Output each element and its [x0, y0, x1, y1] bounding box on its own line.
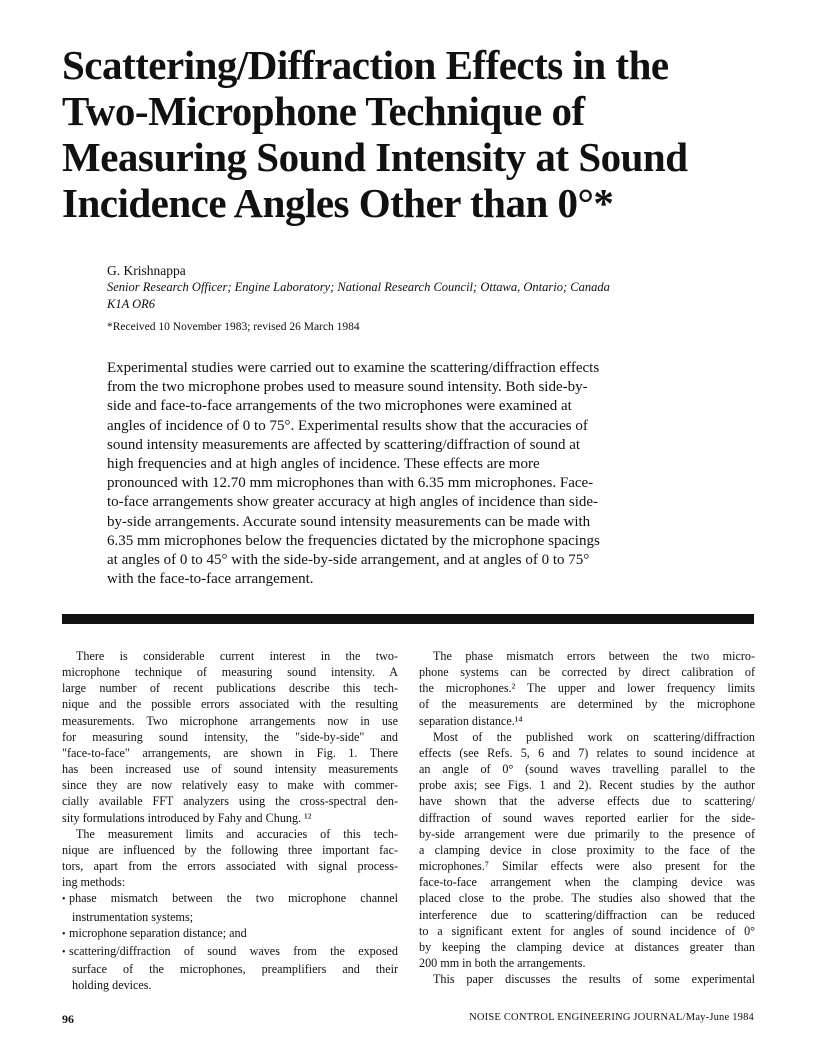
body-line: microphone technique of measuring sound intensity. A: [62, 665, 398, 680]
body-line: 200 mm in both the arrangements.: [419, 955, 586, 970]
body-line: for measuring sound intensity, the "side-by-side" and: [62, 729, 398, 744]
abstract-line: sound intensity measurements are affected by scattering/diffraction of sound at: [107, 436, 581, 453]
body-line: an angle of 0° (sound waves travelling parallel to the: [419, 762, 755, 777]
body-line: nique and the possible errors associated with the resulting: [62, 697, 398, 712]
body-line: to a significant extent for angles of sound incidence of 0°: [419, 923, 755, 938]
body-line: cially available FFT analyzers using the cross-spectral den-: [62, 794, 398, 809]
body-line: nique are influenced by the following three important fac-: [62, 842, 398, 857]
abstract-line: side and face-to-face arrangements of the two microphones were examined at: [107, 398, 572, 415]
abstract-line: by-side arrangements. Accurate sound intensity measurements can be made with: [107, 513, 591, 530]
body-line: The measurement limits and accuracies of this tech-: [76, 826, 398, 841]
body-line: diffraction of sound waves reported earlier for the side-: [419, 810, 755, 825]
abstract-line: 6.35 mm microphones below the frequencies dictated by the microphone spacings: [107, 532, 600, 549]
abstract-line: pronounced with 12.70 mm microphones than with 6.35 mm microphones. Face-: [107, 475, 594, 492]
body-line: large number of recent publications describe this tech-: [62, 681, 398, 696]
bullet-icon: •: [62, 946, 66, 958]
title-line: Incidence Angles Other than 0°*: [62, 180, 614, 226]
author-name: G. Krishnappa: [107, 263, 186, 278]
bullet-continuation: holding devices.: [72, 978, 152, 993]
body-line: of the measurements are determined by the microphone: [419, 697, 755, 712]
bullet-icon: •: [62, 928, 66, 940]
body-line: This paper discusses the results of some experimental: [433, 972, 755, 987]
body-line: face-to-face arrangement when the clamping device was: [419, 875, 755, 890]
bullet-text: microphone separation distance; and: [69, 925, 247, 940]
bullet-continuation: surface of the microphones, preamplifiers and their: [72, 961, 398, 976]
body-line: sity formulations introduced by Fahy and Chung. ¹²: [62, 810, 312, 825]
title-line: Two-Microphone Technique of: [62, 88, 585, 134]
body-line: by-side arrangement were due primarily to the presence of: [419, 826, 755, 841]
body-line: effects (see Refs. 5, 6 and 7) relates to sound incidence at: [419, 745, 755, 760]
section-divider-rule: [62, 614, 754, 624]
abstract-line: from the two microphone probes used to measure sound intensity. Both side-by-: [107, 379, 588, 396]
body-line: "face-to-face" arrangements, are shown in Fig. 1. There: [62, 745, 398, 760]
title-line: Scattering/Diffraction Effects in the: [62, 42, 669, 88]
body-line: tors, apart from the errors associated with signal process-: [62, 859, 398, 874]
body-line: has been increased use of sound intensity measurements: [62, 762, 398, 777]
affiliation-line: Senior Research Officer; Engine Laboratory; National Research Council; Ottawa, Ontario; Canada: [107, 280, 610, 294]
abstract-line: Experimental studies were carried out to examine the scattering/diffraction effects: [107, 360, 600, 376]
author-block: [107, 262, 707, 335]
body-line: measurements. Two microphone arrangements now in use: [62, 713, 398, 728]
body-line: Most of the published work on scattering/diffraction: [433, 729, 755, 744]
abstract: [107, 359, 663, 589]
abstract-line: at angles of 0 to 45° with the side-by-side arrangement, and at angles of 0 to 75°: [107, 552, 590, 569]
bullet-item: [62, 943, 398, 961]
body-line: a clamping device in close proximity to the face of the: [419, 842, 755, 857]
body-line: probe axis; see Figs. 1 and 2). Recent studies by the author: [419, 778, 755, 793]
body-line: separation distance.¹⁴: [419, 713, 523, 728]
affiliation-line: K1A OR6: [107, 297, 156, 311]
bullet-icon: •: [62, 894, 66, 906]
body-line: interference due to scattering/diffraction can be reduced: [419, 907, 755, 922]
body-line: microphones.⁷ Similar effects were also present for the: [419, 859, 755, 874]
bullet-text: scattering/diffraction of sound waves from the exposed: [69, 943, 398, 958]
received-note: *Received 10 November 1983; revised 26 March 1984: [107, 321, 360, 333]
body-line: placed close to the probe. The studies also showed that the: [419, 891, 755, 906]
title-line: Measuring Sound Intensity at Sound: [62, 134, 688, 180]
body-line: by keeping the clamping device at distances greater than: [419, 939, 755, 954]
body-column-left: [62, 648, 398, 993]
body-line: There is considerable current interest in the two-: [76, 649, 398, 663]
journal-footer: NOISE CONTROL ENGINEERING JOURNAL/May-June 1984: [469, 1012, 754, 1023]
abstract-line: angles of incidence of 0 to 75°. Experimental results show that the accuracies of: [107, 417, 588, 434]
body-line: The phase mismatch errors between the two micro-: [433, 649, 755, 663]
body-line: since they are now relatively easy to make with commer-: [62, 778, 398, 793]
bullet-item: [62, 890, 398, 908]
page-number: 96: [62, 1012, 74, 1026]
body-line: phone systems can be corrected by direct calibration of: [419, 665, 755, 680]
abstract-line: with the face-to-face arrangement.: [107, 571, 314, 588]
body-line: ing methods:: [62, 875, 126, 890]
bullet-item: [62, 925, 398, 943]
body-line: the microphones.² The upper and lower frequency limits: [419, 681, 755, 696]
body-column-right: [419, 648, 755, 987]
body-line: have shown that the adverse effects due to scattering/: [419, 794, 755, 809]
bullet-text: phase mismatch between the two microphone channel: [69, 891, 398, 906]
paper-title: [62, 42, 762, 226]
bullet-continuation: instrumentation systems;: [72, 909, 194, 924]
abstract-line: to-face arrangements show greater accuracy at high angles of incidence than side-: [107, 494, 599, 511]
abstract-line: high frequencies and at high angles of incidence. These effects are more: [107, 456, 540, 473]
